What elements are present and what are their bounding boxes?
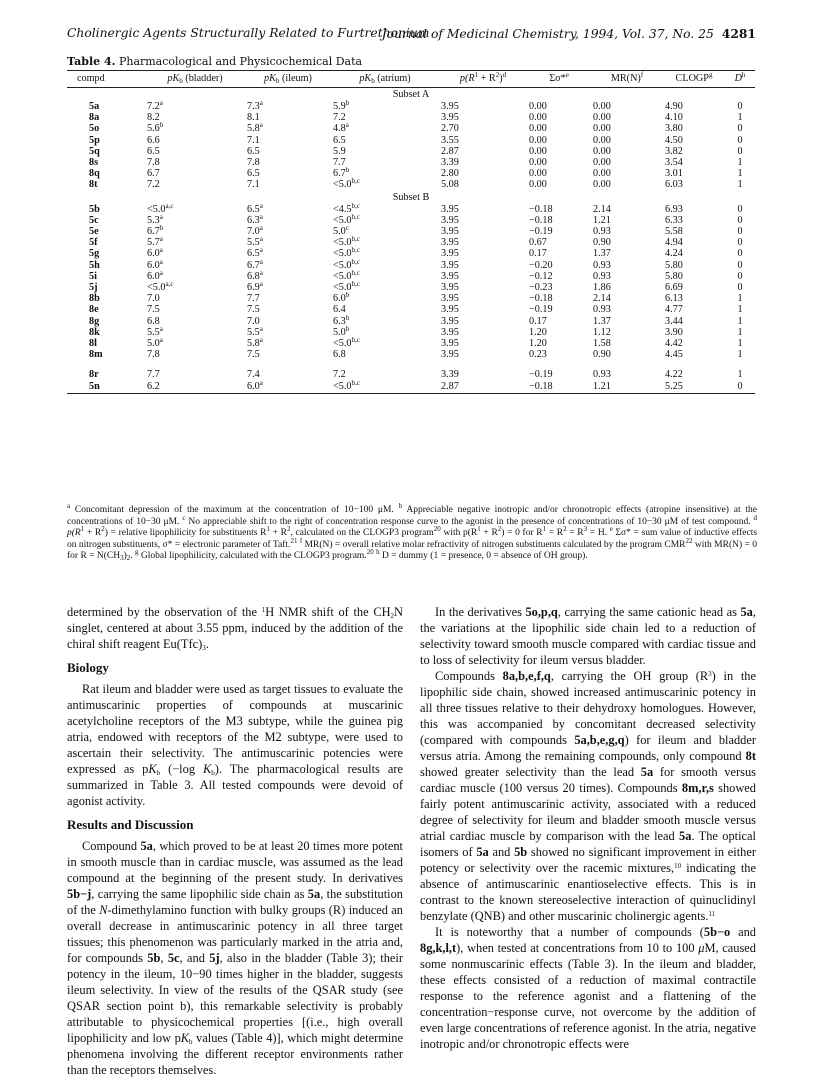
bladder-cell: 6.0$^a$ (147, 246, 163, 260)
clogp-cell: 3.44 (665, 315, 683, 327)
ileum-cell: 7.5 (247, 349, 260, 361)
compd-cell: 5i (89, 270, 97, 282)
clogp-cell: 6.33 (665, 214, 683, 226)
ileum-cell: 6.5 (247, 168, 260, 180)
compd-cell: 8l (89, 338, 97, 350)
table-row (67, 146, 755, 157)
atrium-cell: $<5.0^{b,c}$ (333, 246, 360, 260)
subset-b-label: Subset B (392, 191, 430, 203)
mr-cell: 0.00 (593, 112, 611, 124)
atrium-cell: $<5.0^{b,c}$ (333, 177, 360, 191)
sigma-cell: 0.00 (529, 123, 547, 135)
atrium-cell: 7.7 (333, 157, 346, 169)
bladder-cell: 6.6 (147, 134, 160, 146)
table-title: Pharmacological and Physicochemical Data (118, 55, 363, 68)
p-cell: 3.95 (441, 237, 459, 249)
d-cell: 0 (737, 270, 743, 282)
mr-cell: 0.00 (593, 101, 611, 112)
footnote-f: MR(N) = overall relative molar refractivity of nitrogen substituents calculated by the program CMR$^{22}$ with MR(N) = 0 for $R = N(CH_3)_2$. (67, 536, 758, 563)
clogp-cell: 4.45 (665, 349, 683, 361)
p-cell: 2.87 (441, 145, 459, 157)
clogp-cell: 3.54 (665, 157, 683, 169)
bladder-cell: $<5.0^{a,c}$ (147, 280, 174, 294)
sigma-cell: 0.67 (529, 237, 547, 249)
bladder-cell: 8.2 (147, 112, 160, 124)
table-row (67, 327, 755, 338)
p-cell: 3.95 (441, 282, 459, 294)
running-head (67, 26, 756, 44)
mr-cell: 0.93 (593, 259, 611, 271)
mr-cell: 1.86 (593, 282, 611, 294)
bladder-cell: 7.2$^a$ (147, 99, 163, 112)
table-row (67, 349, 755, 360)
clogp-cell: 6.03 (665, 179, 683, 191)
paragraph: Rat ileum and bladder were used as target tissues to evaluate the antimuscarinic properties of compounds at muscarinic acetylcholine receptors of the M3 subtype, while the guinea pig atria, endowed with receptors of the M2 subtype, were used to ascertain their selectivity. The antimuscarinic potencies were expressed as $pK_b$ (−log $K_b$). The pharmacological results are summarized in Table 3. All tested compounds were devoid of agonist activity. (67, 682, 403, 808)
atrium-cell: $<5.0^{b,c}$ (331, 381, 439, 394)
d-cell: 0 (737, 237, 743, 249)
paragraph: It is noteworthy that a number of compounds (5b−o and 8g,k,l,t), when tested at concentrations from 10 to 100 μM, caused some nonmuscarinic effects (Table 3). In the ileum and bladder, these effects consisted of a reduction of maximal contractile response to the reference agonist and a flattening of the concentration−response curve, not overcome by the addition of even large concentrations of reference agonist. In the atria, negative inotropic and/or chronotropic effects were (420, 925, 756, 1051)
atrium-cell: 6.5 (333, 134, 346, 146)
sigma-cell: 0.00 (529, 101, 547, 112)
p-cell: 3.95 (441, 259, 459, 271)
mr-cell: 0.00 (593, 157, 611, 169)
mr-cell: 0.90 (593, 349, 611, 361)
d-cell: 1 (737, 157, 743, 169)
compd-cell: 8s (89, 157, 99, 169)
paragraph: Compounds 8a,b,e,f,q, carrying the OH group $(R^3)$ in the lipophilic side chain, showed increased antimuscarinic potency in all three tissues relative to their dehydroxy homologues. However, this was accompanied by concomitant decreased selectivity (compared with compounds 5a,b,e,g,q) for ileum and bladder versus atria. Among the remaining compounds, only compound 8t showed greater selectivity than the lead 5a for smooth versus cardiac muscle (100 versus 20 times). Compounds 8m,r,s showed fairly potent antimuscarinic activity, associated with a reduced degree of selectivity for ileum and bladder smooth muscle versus atrial cardiac muscle by comparison with the lead 5a. The optical isomers of 5a and 5b showed no significant improvement in either potency or selectivity over the racemic mixtures,$^{10}$ indicating the absence of antimuscarinic enantioselective effects. This is in contrast to the known stereoselective interaction of quinuclidinyl benzylate (QNB) and other muscarinic cholinergic agents.$^{11}$ (420, 669, 757, 923)
bladder-cell: 5.5$^a$ (147, 324, 163, 338)
p-cell: 3.95 (441, 203, 459, 215)
clogp-cell: 4.77 (665, 304, 683, 316)
mr-cell: 1.21 (593, 214, 611, 226)
atrium-cell: 5.9$^b$ (333, 99, 350, 112)
data-table (67, 70, 755, 394)
bladder-cell: 7.8 (147, 349, 160, 361)
atrium-cell: 4.8$^a$ (333, 121, 349, 135)
compd-cell: 8r (89, 369, 99, 381)
clogp-cell: 4.94 (665, 237, 683, 249)
sigma-cell: 0.17 (529, 248, 547, 260)
ileum-cell: 7.8 (247, 157, 260, 169)
d-cell: 1 (737, 349, 743, 361)
d-cell: 1 (737, 304, 743, 316)
mr-cell: 0.93 (593, 270, 611, 282)
sigma-cell: 0.00 (529, 157, 547, 169)
clogp-cell: 3.90 (665, 326, 683, 338)
atrium-cell: 5.9 (333, 145, 346, 157)
bladder-cell: 6.2 (145, 381, 245, 394)
table-row (67, 260, 755, 271)
bladder-cell: 7.8 (147, 157, 160, 169)
compd-cell: 5p (89, 134, 100, 146)
footnote-g: Global lipophilicity, calculated with the CLOGP3 program.$^{20}$ (140, 548, 374, 562)
mr-cell: 0.93 (593, 226, 611, 238)
table-row (67, 237, 755, 248)
bladder-cell: 5.3$^a$ (147, 212, 163, 226)
atrium-cell: $<5.0^{b,c}$ (333, 280, 360, 294)
d-cell: 1 (737, 369, 743, 381)
compd-cell: 8k (89, 326, 100, 338)
table-row (67, 369, 755, 380)
col-ileum: $pK_b$ (ileum) (245, 71, 331, 88)
ileum-cell: 5.5$^a$ (247, 235, 263, 249)
clogp-cell: 5.80 (665, 270, 683, 282)
sigma-cell: −0.23 (529, 282, 553, 294)
table-row (67, 248, 755, 259)
table-row (67, 204, 755, 215)
mr-cell: 1.37 (593, 248, 611, 260)
table-caption (67, 55, 362, 68)
atrium-cell: 6.4 (333, 304, 346, 316)
page-number: 4281 (721, 26, 756, 41)
body-column-right (420, 604, 756, 1052)
d-cell: 1 (737, 112, 743, 124)
sigma-cell: −0.18 (529, 293, 553, 305)
p-cell: 3.95 (441, 349, 459, 361)
mr-cell: 0.00 (593, 168, 611, 180)
compd-cell: 5c (89, 214, 99, 226)
clogp-cell: 4.90 (665, 101, 683, 112)
d-cell: 1 (737, 338, 743, 350)
bladder-cell: 6.0$^a$ (147, 268, 163, 282)
compd-cell: 8t (89, 179, 98, 191)
sigma-cell: −0.20 (529, 259, 553, 271)
compd-cell: 5e (89, 226, 99, 238)
table-row (67, 381, 755, 394)
bladder-cell: 7.2 (147, 179, 160, 191)
table-label: Table 4. (67, 55, 116, 68)
compd-cell: 5q (89, 145, 100, 157)
compd-cell: 5n (67, 381, 145, 394)
bladder-cell: 6.7 (147, 168, 160, 180)
mr-cell: 2.14 (593, 293, 611, 305)
sigma-cell: 1.20 (529, 326, 547, 338)
clogp-cell: 3.01 (665, 168, 683, 180)
mr-cell: 0.00 (593, 145, 611, 157)
compd-cell: 8e (89, 304, 99, 316)
ileum-cell: 6.9$^a$ (247, 280, 263, 294)
atrium-cell: $<5.0^{b,c}$ (333, 336, 360, 350)
clogp-cell: 5.58 (665, 226, 683, 238)
atrium-cell: $<5.0^{b,c}$ (333, 235, 360, 249)
atrium-cell: $<5.0^{b,c}$ (333, 212, 360, 226)
table-row (67, 101, 755, 112)
mr-cell: 1.12 (593, 326, 611, 338)
table-row (67, 282, 755, 293)
table-row (67, 293, 755, 304)
atrium-cell: $<4.5^{b,c}$ (333, 201, 360, 215)
mr-cell: 1.21 (591, 381, 663, 394)
clogp-cell: 5.80 (665, 259, 683, 271)
p-cell: 3.95 (441, 326, 459, 338)
clogp-cell: 6.69 (665, 282, 683, 294)
atrium-cell: $<5.0^{b,c}$ (333, 257, 360, 271)
sigma-cell: −0.18 (527, 381, 591, 394)
p-cell: 3.39 (441, 157, 459, 169)
col-p: $p(R^1 + R^2)^d$ (439, 71, 527, 88)
p-cell: 3.39 (441, 369, 459, 381)
atrium-cell: 6.8 (333, 349, 346, 361)
p-cell: 3.95 (441, 315, 459, 327)
p-cell: 2.70 (441, 123, 459, 135)
mr-cell: 0.00 (593, 134, 611, 146)
d-cell: 1 (737, 315, 743, 327)
ileum-cell: 7.1 (247, 179, 260, 191)
ileum-cell: 7.4 (247, 369, 260, 381)
bladder-cell: 6.7$^b$ (147, 224, 164, 238)
d-cell: 0 (737, 101, 743, 112)
table-row (67, 215, 755, 226)
p-cell: 2.87 (439, 381, 527, 394)
sigma-cell: 0.00 (529, 145, 547, 157)
atrium-cell: 7.2 (333, 369, 346, 381)
sigma-cell: 1.20 (529, 338, 547, 350)
ileum-cell: 6.3$^a$ (247, 212, 263, 226)
footnote-c: No appreciable shift to the right of concentration response curve to the agonist in the presence of concentrations of 10−30 μM of test compound. (188, 516, 751, 527)
p-cell: 3.95 (441, 248, 459, 260)
ileum-cell: 7.7 (247, 293, 260, 305)
table-row (67, 304, 755, 315)
mr-cell: 0.00 (593, 123, 611, 135)
d-cell: 0 (737, 145, 743, 157)
paragraph: In the derivatives 5o,p,q, carrying the same cationic head as 5a, the variations at the lipophilic side chain led to a reduction of selectivity toward smooth muscle compared with cardiac tissue and to loss of selectivity for ileum versus bladder. (420, 605, 756, 667)
d-cell: 1 (737, 326, 743, 338)
d-cell: 0 (737, 259, 743, 271)
compd-cell: 5h (89, 259, 100, 271)
d-cell: 1 (737, 179, 743, 191)
ileum-cell: 6.8$^a$ (247, 268, 263, 282)
body-column-left (67, 604, 403, 1078)
table-row (67, 226, 755, 237)
atrium-cell: 6.0$^b$ (333, 291, 350, 305)
ileum-cell: 7.0$^a$ (247, 224, 263, 238)
clogp-cell: 6.93 (665, 203, 683, 215)
p-cell: 3.55 (441, 134, 459, 146)
compd-cell: 5b (89, 203, 100, 215)
clogp-cell: 4.50 (665, 134, 683, 146)
p-cell: 3.95 (441, 293, 459, 305)
ileum-cell: 6.7$^a$ (247, 257, 263, 271)
ileum-cell: 7.3$^a$ (247, 99, 263, 112)
mr-cell: 2.14 (593, 203, 611, 215)
ileum-cell: 6.5 (247, 145, 260, 157)
compd-cell: 8q (89, 168, 100, 180)
col-compd: compd (67, 71, 145, 88)
footnote-e: Σσ* = sum value of inductive effects on nitrogen substituents, σ* = electronic parameter of Taft.$^{21}$ (67, 528, 758, 550)
clogp-cell: 5.25 (663, 381, 725, 394)
compd-cell: 8m (89, 349, 103, 361)
col-d: $D^h$ (725, 71, 755, 88)
sigma-cell: −0.19 (529, 369, 553, 381)
clogp-cell: 3.82 (665, 145, 683, 157)
sigma-cell: 0.00 (529, 134, 547, 146)
atrium-cell: 5.0$^c$ (333, 224, 349, 238)
running-head-journal: Journal of Medicinal Chemistry, 1994, Vol. 37, No. 25 4281 (381, 26, 756, 41)
p-cell: 3.95 (441, 101, 459, 112)
bladder-cell: $<5.0^{a,c}$ (147, 201, 174, 215)
d-cell: 1 (737, 168, 743, 180)
compd-cell: 5g (89, 248, 100, 260)
d-cell: 0 (737, 123, 743, 135)
bladder-cell: 6.8 (147, 315, 160, 327)
bladder-cell: 5.7$^a$ (147, 235, 163, 249)
compd-cell: 5o (89, 123, 100, 135)
compd-cell: 5f (89, 237, 98, 249)
col-atrium: $pK_b$ (atrium) (331, 71, 439, 88)
bladder-cell: 7.7 (147, 369, 160, 381)
ileum-cell: 5.5$^a$ (247, 324, 263, 338)
clogp-cell: 6.13 (665, 293, 683, 305)
col-bladder: $pK_b$ (bladder) (145, 71, 245, 88)
compd-cell: 5a (89, 101, 100, 112)
p-cell: 3.95 (441, 112, 459, 124)
sigma-cell: 0.00 (529, 179, 547, 191)
compd-cell: 8a (89, 112, 100, 124)
ileum-cell: 6.0$^a$ (245, 381, 331, 394)
d-cell: 1 (737, 293, 743, 305)
paragraph: Compound 5a, which proved to be at least 20 times more potent in smooth muscle than in cardiac muscle, was assumed as the lead compound at the beginning of the present study. In derivatives 5b−j, carrying the same lipophilic side chain as 5a, the substitution of the N-dimethylamino function with bulky groups (R) induced an overall decrease in antimuscarinic potency in all three target tissues; this phenomenon was particularly marked in the atria and, for compounds 5b, 5c, and 5j, also in the bladder (Table 3); their potency in the ileum, 10−90 times higher in the bladder, suggests ileum selectivity. In view of the results of the QSAR study (see QSAR section point b), this remarkable selectivity is probably attributable to physicochemical properties [(i.e., high overall lipophilicity and low $pK_b$ values (Table 4)], which might determine phenomena involving the different receptor environments rather than the receptors themselves. (67, 839, 403, 1077)
atrium-cell: $<5.0^{b,c}$ (333, 268, 360, 282)
sigma-cell: −0.18 (529, 203, 553, 215)
d-cell: 0 (737, 248, 743, 260)
compd-cell: 8b (89, 293, 100, 305)
bladder-cell: 6.0$^a$ (147, 257, 163, 271)
p-cell: 2.80 (441, 168, 459, 180)
paragraph: determined by the observation of the $^1$H NMR shift of the $CH_2N$ singlet, centered at about 3.55 ppm, induced by the addition of the chiral shift reagent $Eu(Tfc)_3$. (67, 605, 403, 652)
ileum-cell: 5.8$^a$ (247, 336, 263, 350)
ileum-cell: 6.5$^a$ (247, 201, 263, 215)
ileum-cell: 7.1 (247, 134, 260, 146)
table-header-row (67, 71, 755, 88)
mr-cell: 1.37 (593, 315, 611, 327)
bladder-cell: 5.6$^b$ (147, 121, 164, 135)
compd-cell: 8g (89, 315, 100, 327)
sigma-cell: 0.00 (529, 168, 547, 180)
clogp-cell: 4.42 (665, 338, 683, 350)
mr-cell: 1.58 (593, 338, 611, 350)
table-row (67, 168, 755, 179)
d-cell: 0 (737, 282, 743, 294)
running-head-title: Cholinergic Agents Structurally Related to Furtrethonium (67, 26, 430, 40)
bladder-cell: 5.0$^a$ (147, 336, 163, 350)
table-body (67, 88, 755, 394)
footnote-b: Appreciable negative inotropic and/or chronotropic effects (atropine insensitive) at the concentrations of 10−30 μM. (67, 505, 758, 527)
ileum-cell: 7.0 (247, 315, 260, 327)
col-mr: $MR(N)^f$ (591, 71, 663, 88)
clogp-cell: 4.22 (665, 369, 683, 381)
compd-cell: 5j (89, 282, 98, 294)
sigma-cell: 0.17 (529, 315, 547, 327)
table-row (67, 112, 755, 123)
p-cell: 3.95 (441, 338, 459, 350)
atrium-cell: 5.0$^b$ (333, 324, 350, 338)
table-footnotes: $^a$ Concomitant depression of the maximum at the concentration of 10−100 μM. $^b$ Appreciable negative inotropic and/or chronotropic effects (atropine insensitive) at the concentrations of 10−30 μM. $^c$ No appreciable shift to the right of concentration response curve to the agonist in the presence of concentrations of 10−30 μM of test compound. $^d$ $p(R^1 + R^2)$ = relative lipophilicity for substituents $R^1 + R^2$, calculated on the CLOGP3 program$^{20}$ with $p(R^1 + R^2) = 0$ for $R^1 = R^2 = R^3 = H$. $^e$ Σσ* = sum value of inductive effects on nitrogen substituents, σ* = electronic parameter of Taft.$^{21}$ $^f$ MR(N) = overall relative molar refractivity of nitrogen substituents calculated by the program CMR$^{22}$ with MR(N) = 0 for $R = N(CH_3)_2$. $^g$ Global lipophilicity, calculated with the CLOGP3 program.$^{20}$ $^h$ D = dummy (1 = presence, 0 = absence of OH group). (67, 502, 758, 563)
heading-biology: Biology (67, 660, 109, 675)
bladder-cell: 7.5 (147, 304, 160, 316)
sigma-cell: 0.00 (529, 112, 547, 124)
mr-cell: 0.90 (593, 237, 611, 249)
clogp-cell: 3.80 (665, 123, 683, 135)
p-cell: 3.95 (441, 226, 459, 238)
p-cell: 3.95 (441, 214, 459, 226)
d-cell: 0 (737, 226, 743, 238)
subset-a-label: Subset A (392, 88, 430, 100)
d-cell: 0 (737, 214, 743, 226)
ileum-cell: 6.5$^a$ (247, 246, 263, 260)
footnote-h: D = dummy (1 = presence, 0 = absence of OH group). (381, 551, 588, 562)
sigma-cell: 0.23 (529, 349, 547, 361)
table-gap-row (67, 360, 755, 369)
sigma-cell: −0.18 (529, 214, 553, 226)
footnote-d: $p(R^1 + R^2)$ = relative lipophilicity for substituents $R^1 + R^2$, calculated on the CLOGP3 program$^{20}$ with $p(R^1 + R^2) = 0$ for $R^1 = R^2 = R^3 = H$. (67, 525, 608, 539)
clogp-cell: 4.10 (665, 112, 683, 124)
footnote-a: Concomitant depression of the maximum at the concentration of 10−100 μM. (74, 505, 394, 515)
mr-cell: 0.93 (593, 304, 611, 316)
col-sigma: Σσ*$^e$ (527, 71, 591, 88)
subset-a-row (67, 88, 755, 102)
ileum-cell: 7.5 (247, 304, 260, 316)
table-row (67, 338, 755, 349)
atrium-cell: 6.3$^b$ (333, 313, 350, 327)
table-row (67, 179, 755, 190)
clogp-cell: 4.24 (665, 248, 683, 260)
d-cell: 0 (737, 203, 743, 215)
atrium-cell: 6.7$^b$ (333, 166, 350, 180)
col-clogp: CLOGP$^g$ (663, 71, 725, 88)
heading-results: Results and Discussion (67, 817, 194, 832)
sigma-cell: −0.19 (529, 226, 553, 238)
sigma-cell: −0.19 (529, 304, 553, 316)
bladder-cell: 7.0 (147, 293, 160, 305)
atrium-cell: 7.2 (333, 112, 346, 124)
p-cell: 5.08 (441, 179, 459, 191)
p-cell: 3.95 (441, 270, 459, 282)
table-row (67, 123, 755, 134)
d-cell: 0 (725, 381, 755, 394)
table-row (67, 316, 755, 327)
sigma-cell: −0.12 (529, 270, 553, 282)
p-cell: 3.95 (441, 304, 459, 316)
ileum-cell: 5.8$^a$ (247, 121, 263, 135)
mr-cell: 0.00 (593, 179, 611, 191)
table-row (67, 135, 755, 146)
ileum-cell: 8.1 (247, 112, 260, 124)
d-cell: 0 (737, 134, 743, 146)
table-row (67, 157, 755, 168)
bladder-cell: 6.5 (147, 145, 160, 157)
mr-cell: 0.93 (593, 369, 611, 381)
